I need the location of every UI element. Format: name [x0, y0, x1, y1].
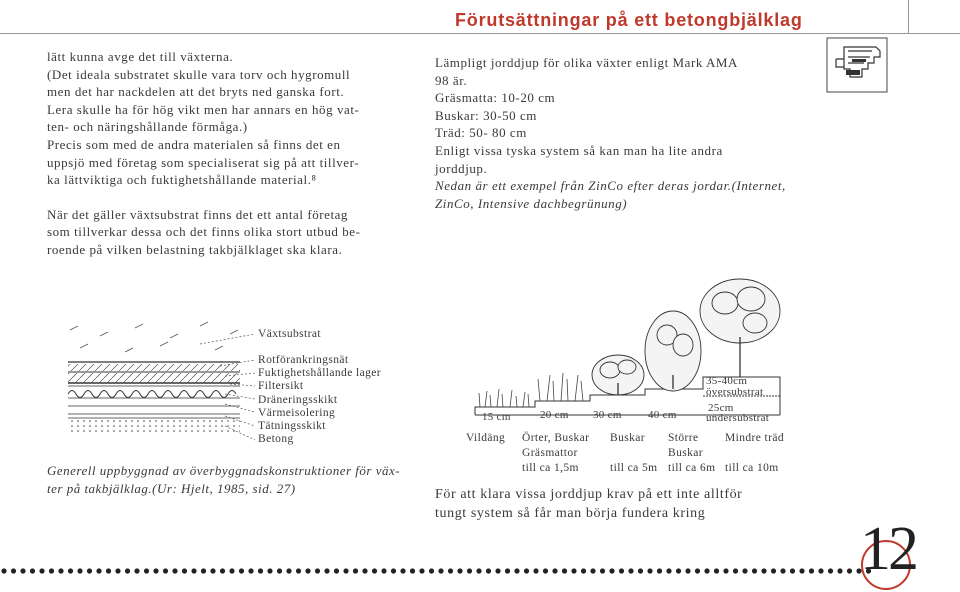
text-line: Lera skulle ha för hög vikt men har annars en hög vat-: [47, 101, 360, 117]
depth-30cm: 30 cm: [593, 409, 622, 421]
plant-depth-illustration: [455, 275, 795, 425]
plant-label-buskar: [610, 431, 657, 476]
text-line: När det gäller växtsubstrat finns det ett antal företag: [47, 206, 348, 222]
depth-20cm: 20 cm: [540, 409, 569, 421]
text-line: Enligt vissa tyska system så kan man ha lite andra: [435, 142, 723, 158]
plant-line: Mindre träd: [725, 432, 785, 444]
zinco-reference: [435, 177, 815, 212]
substrate-over-depth: 35-40cm: [706, 375, 748, 387]
layer-label-tatning: Tätningsskikt: [258, 420, 326, 432]
plant-line: Örter, Buskar: [522, 432, 590, 444]
plant-label-mindre-trad: [725, 431, 784, 476]
text-line: Gräsmatta: 10-20 cm: [435, 90, 556, 106]
text-line: 98 är.: [435, 72, 468, 88]
text-line: Träd: 50- 80 cm: [435, 125, 527, 141]
text-line: ten- och näringshållande förmåga.): [47, 119, 248, 135]
roof-layer-diagram: [40, 314, 440, 454]
layer-fukt: [68, 373, 240, 382]
caption-line: Generell uppbyggnad av överbyggnadskonstruktioner för väx-: [47, 463, 401, 478]
substrate-under-depth: 25cm: [708, 402, 734, 414]
plant-line: Buskar: [610, 432, 645, 444]
depth-40cm: 40 cm: [648, 409, 677, 421]
layer-label-isolering: Värmeisolering: [258, 407, 336, 419]
left-paragraph-1: [47, 48, 407, 189]
plant-line: till ca 6m: [668, 462, 716, 474]
terrace-logo-icon: [826, 37, 888, 93]
plant-line: Gräsmattor: [522, 447, 578, 459]
layer-label-filter: Filtersikt: [258, 380, 304, 392]
plant-label-storre-buskar: [668, 431, 715, 476]
page-header-title: Förutsättningar på ett betongbjälklag: [455, 10, 803, 30]
substrate-under-label: undersubstrat: [706, 412, 770, 424]
text-line: ZinCo, Intensive dachbegrünung): [435, 195, 628, 211]
text-line: tungt system så får man börja fundera kring: [435, 506, 706, 521]
text-line: roende på vilken belastning takbjälklaget ska klara.: [47, 241, 343, 257]
bottom-paragraph: [435, 485, 815, 523]
left-paragraph-2: [47, 206, 407, 259]
layer-betong: [68, 420, 240, 432]
text-line: För att klara vissa jorddjup krav på ett inte alltför: [435, 487, 743, 502]
plant-label-vildang: [466, 431, 505, 446]
text-line: Nedan är ett exempel från ZinCo efter deras jordar.(Internet,: [435, 178, 786, 194]
depth-recommendations: [435, 54, 815, 177]
layer-figure-caption: [47, 462, 417, 497]
depth-15cm: 15 cm: [482, 411, 511, 423]
header-rule: [0, 33, 960, 34]
plant-line: Buskar: [668, 447, 703, 459]
layer-label-vaxtsubstrat: Växtsubstrat: [258, 328, 321, 340]
left-text-column: [47, 48, 407, 259]
plant-label-orter: [522, 431, 589, 476]
plant-line: till ca 1,5m: [522, 462, 579, 474]
dotted-rule: [0, 565, 878, 577]
header-corner-rule: [908, 0, 909, 34]
text-line: Precis som med de andra materialen så finns det en: [47, 136, 341, 152]
plant-line: Större: [668, 432, 699, 444]
page-number: 12: [860, 515, 916, 583]
text-line: Lämpligt jorddjup för olika växter enligt Mark AMA: [435, 55, 738, 70]
layer-label-betong: Betong: [258, 433, 294, 445]
layer-vaxtsubstrat: [70, 322, 238, 352]
text-line: jorddjup.: [435, 160, 488, 176]
text-line: (Det ideala substratet skulle vara torv och hygromull: [47, 66, 351, 82]
text-line: Buskar: 30-50 cm: [435, 107, 537, 123]
layer-label-dranering: Dräneringsskikt: [258, 394, 338, 406]
layer-dranering: [68, 391, 236, 398]
plant-line: Vildäng: [466, 432, 506, 444]
layer-rotforankring: [68, 364, 240, 371]
caption-line: ter på takbjälklag.(Ur: Hjelt, 1985, sid. 27): [47, 480, 296, 496]
text-line: men det har nackdelen att det bryts ned ganska fort.: [47, 84, 345, 100]
plant-line: till ca 10m: [725, 462, 779, 474]
text-line: uppsjö med företag som specialiserat sig på att tillver-: [47, 154, 360, 170]
text-line: som tillverkar dessa och det finns olika stort utbud be-: [47, 224, 361, 240]
layer-label-rotforankring: Rotförankringsnät: [258, 354, 349, 366]
text-line: ka lättviktiga och fuktighetshållande material.⁸: [47, 172, 317, 188]
layer-label-fukt: Fuktighetshållande lager: [258, 367, 381, 379]
right-text-column: [435, 54, 815, 212]
plant-line: till ca 5m: [610, 462, 658, 474]
text-line: lätt kunna avge det till växterna.: [47, 49, 234, 64]
substrate-over-label: översubstrat: [706, 386, 764, 398]
